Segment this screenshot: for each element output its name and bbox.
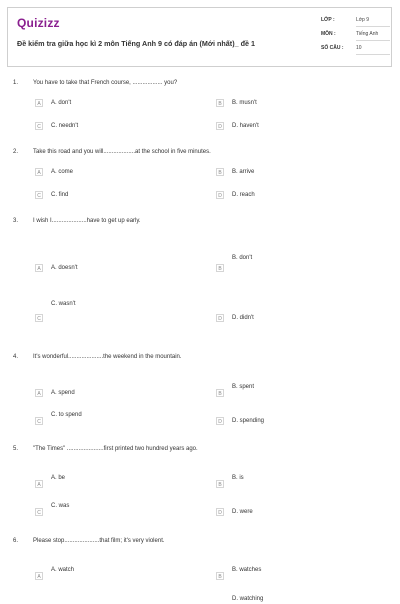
option-text: A. don't [51, 100, 72, 106]
question-number: 2. [13, 149, 19, 155]
document-title: Đề kiểm tra giữa học kì 2 môn Tiếng Anh 9 có đáp án (Mới nhất)_ đề 1 [17, 39, 255, 48]
option-letter-box: A [35, 572, 43, 580]
option-text: C. needn't [51, 123, 79, 129]
option-text: D. reach [232, 192, 255, 198]
option-text: B. spent [232, 384, 255, 390]
option-text: A. watch [51, 567, 75, 573]
option-text: C. was [51, 503, 70, 509]
worksheet-header [7, 7, 392, 67]
quizizz-logo: Quizizz [17, 16, 60, 30]
option-letter-box: B [216, 572, 224, 580]
option-letter-box: D [216, 314, 224, 322]
option-text: B. don't [232, 255, 253, 261]
option-letter-box: A [35, 480, 43, 488]
option-letter-box: C [35, 122, 43, 130]
meta-row-subject [321, 30, 391, 44]
option-text: B. watches [232, 567, 262, 573]
option-text: A. come [51, 169, 74, 175]
question-text: Please stop.....................that film; it's very violent. [33, 538, 165, 544]
option-letter-box: A [35, 264, 43, 272]
question-number: 3. [13, 218, 19, 224]
option-text: A. doesn't [51, 265, 78, 271]
option-letter-box: B [216, 99, 224, 107]
meta-label: LỚP : [321, 17, 335, 23]
option-letter-box: D [216, 191, 224, 199]
meta-value: Tiếng Anh [356, 31, 390, 41]
meta-label: SỐ CÂU : [321, 45, 344, 51]
option-letter-box: A [35, 99, 43, 107]
option-letter-box: C [35, 417, 43, 425]
question-text: You have to take that French course, .................. you? [33, 80, 178, 86]
meta-value: Lớp 9 [356, 17, 390, 27]
question-text: It's wonderful.....................the weekend in the mountain. [33, 354, 182, 360]
option-letter-box: B [216, 168, 224, 176]
option-text: D. were [232, 509, 253, 515]
option-text: C. wasn't [51, 301, 76, 307]
meta-row-grade [321, 16, 391, 30]
question-number: 6. [13, 538, 19, 544]
option-letter-box: B [216, 264, 224, 272]
option-letter-box: C [35, 314, 43, 322]
option-letter-box: A [35, 168, 43, 176]
option-letter-box: D [216, 508, 224, 516]
option-text: B. is [232, 475, 244, 481]
option-letter-box: C [35, 508, 43, 516]
option-text: D. didn't [232, 315, 254, 321]
question-number: 1. [13, 80, 19, 86]
option-text: C. to spend [51, 412, 82, 418]
meta-value: 10 [356, 45, 390, 55]
option-text: A. spend [51, 390, 75, 396]
option-text: A. be [51, 475, 66, 481]
option-text: B. musn't [232, 100, 257, 106]
option-text: B. arrive [232, 169, 255, 175]
question-text: "The Times" ......................first printed two hundred years ago. [33, 446, 198, 452]
option-letter-box: B [216, 480, 224, 488]
question-number: 4. [13, 354, 19, 360]
option-text: C. find [51, 192, 69, 198]
option-letter-box: D [216, 122, 224, 130]
meta-panel [321, 16, 391, 58]
option-letter-box: C [35, 191, 43, 199]
question-text: I wish I.....................have to get up early. [33, 218, 141, 224]
option-letter-box: B [216, 389, 224, 397]
option-text: D. haven't [232, 123, 259, 129]
meta-row-count [321, 44, 391, 58]
option-text: D. watching [232, 596, 264, 602]
option-letter-box: D [216, 417, 224, 425]
meta-label: MÔN : [321, 31, 336, 37]
question-number: 5. [13, 446, 19, 452]
question-text: Take this road and you will...................at the school in five minutes. [33, 149, 211, 155]
option-letter-box: A [35, 389, 43, 397]
option-text: D. spending [232, 418, 265, 424]
